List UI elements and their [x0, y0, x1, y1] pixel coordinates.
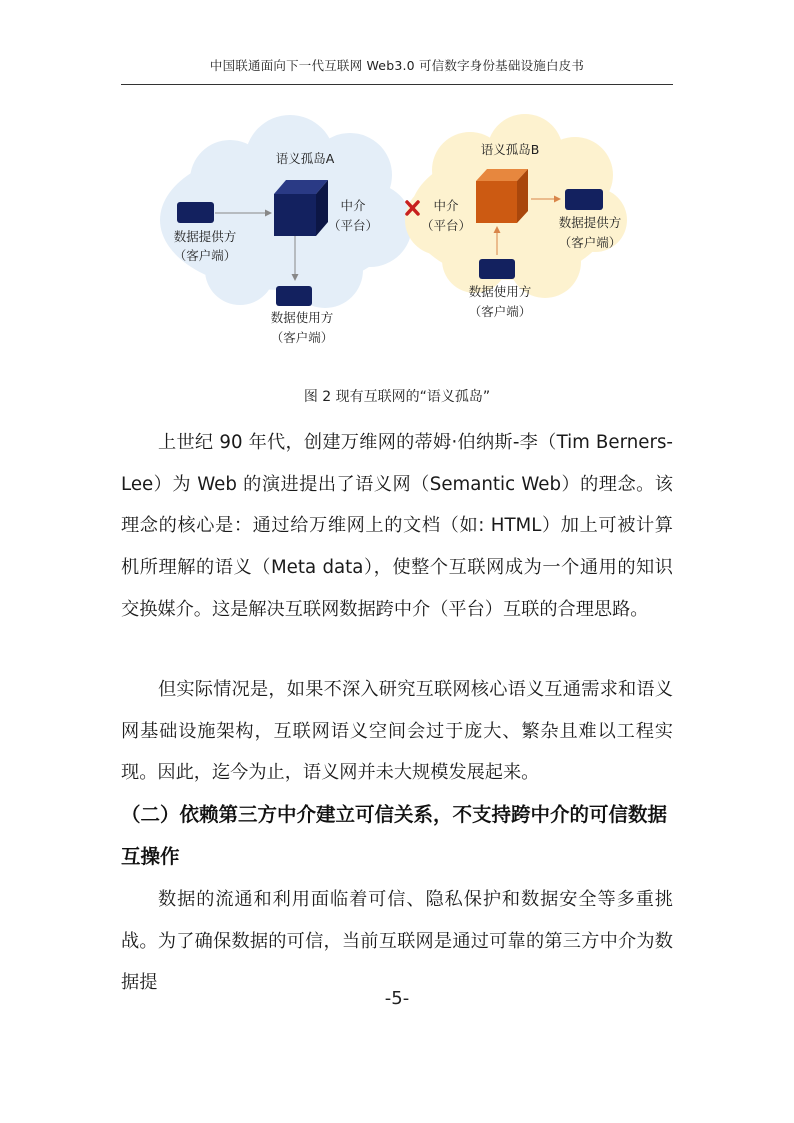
user-b-sub: （客户端） — [468, 304, 532, 319]
paragraph-reality — [121, 669, 673, 794]
user-b-label: 数据使用方 — [468, 284, 532, 299]
semantic-island-figure — [150, 110, 650, 365]
paragraph-text: 上世纪 90 年代，创建万维网的蒂姆·伯纳斯-李（Tim Berners-Lee）为 Web 的演进提出了语义网（Semantic Web）的理念。该理念的核心是：通过给万维网上的文档（如: HTML）加上可被计算机所理解的语义（Meta data），使整个互联网成为一个通用的知识交换媒介。这是解决互联网数据跨中介（平台）互联的合理思路。 — [121, 432, 673, 620]
section-heading: （二）依赖第三方中介建立可信关系，不支持跨中介的可信数据互操作 — [121, 803, 668, 868]
island-b-title: 语义孤岛B — [480, 142, 540, 157]
page-header: 中国联通面向下一代互联网 Web3.0 可信数字身份基础设施白皮书 — [209, 58, 585, 73]
user-a-label: 数据使用方 — [270, 310, 334, 325]
intermediary-a-sub: （平台） — [327, 218, 379, 233]
intermediary-cube-b — [476, 169, 528, 223]
paragraph-semantic-web — [121, 422, 673, 631]
user-box-b — [479, 259, 515, 279]
intermediary-cube-a — [274, 180, 328, 236]
provider-b-label: 数据提供方 — [558, 215, 622, 230]
intermediary-a-label: 中介 — [340, 198, 366, 213]
provider-a-label: 数据提供方 — [173, 229, 237, 244]
provider-box-b — [565, 189, 603, 210]
island-a-title: 语义孤岛A — [275, 151, 335, 166]
paragraph-data-trust — [121, 879, 673, 1004]
paragraph-text: 数据的流通和利用面临着可信、隐私保护和数据安全等多重挑战。为了确保数据的可信，当前互联网是通过可靠的第三方中介为数据提 — [121, 889, 673, 994]
intermediary-b-label: 中介 — [433, 198, 459, 213]
provider-box-a — [177, 202, 214, 223]
paragraph-text: 但实际情况是，如果不深入研究互联网核心语义互通需求和语义网基础设施架构，互联网语义空间会过于庞大、繁杂且难以工程实现。因此，迄今为止，语义网并未大规模发展起来。 — [121, 679, 673, 784]
header-rule — [121, 84, 673, 85]
user-box-a — [276, 286, 312, 306]
page-number: -5- — [384, 988, 410, 1009]
user-a-sub: （客户端） — [270, 330, 334, 345]
figure-caption: 图 2 现有互联网的“语义孤岛” — [303, 389, 491, 405]
provider-b-sub: （客户端） — [558, 235, 622, 250]
intermediary-b-sub: （平台） — [420, 218, 472, 233]
provider-a-sub: （客户端） — [173, 248, 237, 263]
